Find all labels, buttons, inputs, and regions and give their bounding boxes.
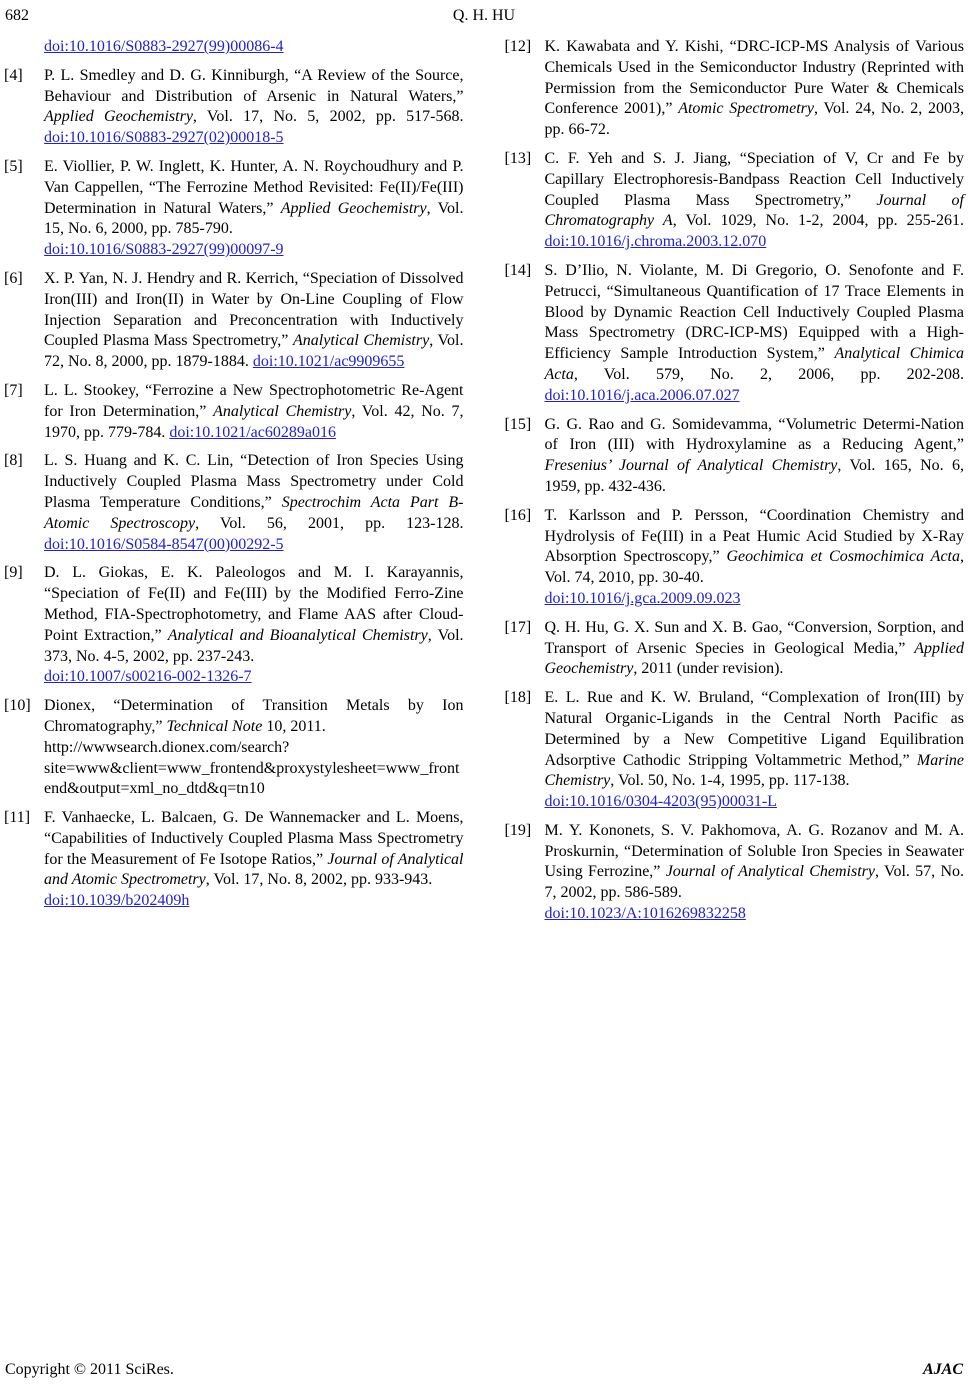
reference-text bbox=[545, 688, 965, 813]
reference-segment: M. Y. Kononets, S. V. Pakhomova, A. G. Rozanov and M. A. Proskurnin, “Determination of Soluble Iron Species in Seawater Using Ferrozine,” bbox=[544, 821, 964, 881]
journal-title: Marine Chemistry bbox=[544, 751, 964, 790]
page-footer bbox=[5, 1360, 963, 1381]
reference-number: [9] bbox=[4, 564, 23, 582]
reference-item bbox=[4, 66, 464, 149]
reference-text bbox=[545, 149, 965, 253]
reference-number: [14] bbox=[504, 261, 532, 279]
journal-title: Technical Note bbox=[166, 717, 263, 735]
reference-segment: P. L. Smedley and D. G. Kinniburgh, “A Review of the Source, Behaviour and Distribution of Arsenic in Natural Waters,” bbox=[44, 66, 464, 105]
journal-title: Applied Geochemistry bbox=[544, 639, 964, 678]
doi-link[interactable]: doi:10.1039/b202409h bbox=[44, 892, 190, 910]
reference-text bbox=[44, 696, 464, 800]
reference-item bbox=[505, 149, 965, 253]
reference-segment: T. Karlsson and P. Persson, “Coordination Chemistry and Hydrolysis of Fe(III) in a Peat Humic Acid Studied by X-Ray Absorption Spectroscopy,” bbox=[544, 506, 964, 566]
journal-abbreviation: AJAC bbox=[922, 1361, 963, 1379]
reference-segment: , Vol. 1029, No. 1-2, 2004, pp. 255-261. bbox=[672, 212, 964, 230]
journal-title: Analytical Chimica Acta bbox=[544, 345, 965, 383]
reference-item bbox=[4, 269, 464, 373]
reference-text bbox=[44, 269, 464, 373]
doi-link[interactable]: doi:10.1016/j.gca.2009.09.023 bbox=[544, 589, 741, 607]
reference-number: [10] bbox=[4, 697, 31, 715]
reference-number: [6] bbox=[4, 269, 23, 287]
references-column-right bbox=[505, 37, 965, 933]
reference-segment: , Vol. 17, No. 8, 2002, pp. 933-943. bbox=[205, 871, 433, 889]
reference-segment: G. G. Rao and G. Somidevamma, “Volumetric Determi-Nation of Iron (III) with Hydroxylamine as a Reducing Agent,” bbox=[544, 415, 964, 454]
doi-link[interactable]: doi:10.1016/S0883-2927(99)00097-9 bbox=[44, 241, 284, 259]
reference-text bbox=[44, 66, 464, 149]
reference-item bbox=[505, 688, 965, 813]
doi-link[interactable]: doi:10.1016/S0584-8547(00)00292-5 bbox=[44, 535, 284, 553]
reference-segment: C. F. Yeh and S. J. Jiang, “Speciation of V, Cr and Fe by Capillary Electrophoresis-Bandpass Reaction Cell Inductively Coupled Plasma Mass Spectrometry,” bbox=[544, 149, 964, 209]
reference-number: [18] bbox=[504, 689, 532, 707]
journal-title: Applied Geochemistry bbox=[280, 199, 427, 217]
reference-segment: L. S. Huang and K. C. Lin, “Detection of Iron Species Using Inductively Coupled Plasma Mass Spectrometry under Cold Plasma Temperature Conditions,” bbox=[44, 452, 464, 511]
reference-item bbox=[4, 451, 464, 555]
journal-title: Journal of Analytical and Atomic Spectrometry bbox=[44, 850, 464, 889]
reference-number: [5] bbox=[4, 157, 23, 175]
reference-segment: E. L. Rue and K. W. Bruland, “Complexation of Iron(III) by Natural Organic-Ligands in the Central North Pacific as Determined by a New Competitive Ligand Equilibration Adsorptive Cathodic Stripping Voltammetric Method,” bbox=[544, 689, 964, 769]
reference-segment: , Vol. 56, 2001, pp. 123-128. bbox=[195, 514, 464, 532]
reference-segment: , Vol. 24, No. 2, 2003, pp. 66-72. bbox=[544, 100, 964, 139]
reference-segment: 10, 2011. bbox=[262, 717, 326, 735]
reference-segment: Dionex, “Determination of Transition Metals by Ion Chromatography,” bbox=[44, 697, 464, 735]
reference-item bbox=[4, 563, 464, 688]
journal-title: Spectrochim Acta Part B-Atomic Spectroscopy bbox=[44, 493, 464, 532]
reference-segment: , Vol. 72, No. 8, 2000, pp. 1879-1884. bbox=[44, 332, 464, 371]
reference-number: [19] bbox=[504, 821, 532, 839]
reference-text bbox=[44, 37, 464, 58]
journal-title: Applied Geochemistry bbox=[44, 108, 193, 126]
reference-item bbox=[505, 821, 965, 925]
reference-segment: E. Viollier, P. W. Inglett, K. Hunter, A. N. Roychoudhury and P. Van Cappellen, “The Ferrozine Method Revisited: Fe(II)/Fe(III) Determination in Natural Waters,” bbox=[44, 157, 464, 217]
reference-segment: D. L. Giokas, E. K. Paleologos and M. I. Karayannis, “Speciation of Fe(II) and Fe(III) by the Modified Ferro-Zine Method, FIA-Spectrophotometry, and Flame AAS after Cloud-Point Extraction,” bbox=[44, 564, 464, 644]
reference-segment: , Vol. 373, No. 4-5, 2002, pp. 237-243. bbox=[44, 626, 464, 665]
running-title: Q. H. HU bbox=[452, 7, 516, 24]
reference-number: [15] bbox=[504, 415, 532, 433]
references-section bbox=[4, 37, 964, 933]
reference-number: [8] bbox=[4, 452, 23, 470]
doi-link[interactable]: doi:10.1023/A:1016269832258 bbox=[544, 905, 746, 923]
journal-title: Geochimica et Cosmochimica Acta bbox=[726, 548, 961, 566]
reference-item bbox=[4, 696, 464, 800]
reference-item bbox=[4, 157, 464, 261]
reference-segment: , Vol. 165, No. 6, 1959, pp. 432-436. bbox=[544, 457, 964, 495]
reference-segment: , Vol. 15, No. 6, 2000, pp. 785-790. bbox=[44, 199, 464, 238]
reference-url: http://wwwsearch.dionex.com/search?site=www&client=www_frontend&proxystylesheet=www_frontend&output=xml_no_dtd&q=tn10 bbox=[44, 738, 460, 798]
journal-title: Analytical Chemistry bbox=[293, 332, 430, 350]
journal-title: Analytical and Bioanalytical Chemistry bbox=[167, 626, 428, 644]
journal-title: Journal of Analytical Chemistry bbox=[665, 863, 875, 881]
reference-segment: F. Vanhaecke, L. Balcaen, G. De Wannemacker and L. Moens, “Capabilities of Inductively Coupled Plasma Mass Spectrometry for the Measurement of Fe Isotope Ratios,” bbox=[44, 809, 464, 868]
reference-number: [7] bbox=[4, 381, 23, 399]
reference-text bbox=[44, 451, 464, 555]
doi-link[interactable]: doi:10.1016/j.chroma.2003.12.070 bbox=[544, 233, 767, 251]
reference-text bbox=[44, 381, 464, 443]
reference-segment: X. P. Yan, N. J. Hendry and R. Kerrich, “Speciation of Dissolved Iron(III) and Iron(II) in Water by On-Line Coupling of Flow Injection Separation and Preconcentration with Inductively Coupled Plasma Mass Spectrometry,” bbox=[44, 269, 464, 350]
reference-item bbox=[505, 618, 965, 680]
reference-number bbox=[4, 37, 44, 58]
reference-segment: , 2011 (under revision). bbox=[633, 660, 784, 678]
reference-segment: , Vol. 50, No. 1-4, 1995, pp. 117-138. bbox=[610, 772, 850, 790]
reference-segment: , Vol. 57, No. 7, 2002, pp. 586-589. bbox=[544, 863, 964, 902]
doi-link[interactable]: doi:10.1021/ac60289a016 bbox=[169, 423, 336, 441]
reference-item bbox=[505, 261, 965, 407]
reference-number: [11] bbox=[4, 809, 31, 827]
reference-item bbox=[4, 808, 464, 912]
doi-link[interactable]: doi:10.1016/0304-4203(95)00031-L bbox=[544, 793, 777, 811]
reference-text bbox=[44, 157, 464, 261]
doi-link[interactable]: doi:10.1021/ac9909655 bbox=[252, 353, 405, 371]
reference-segment: , Vol. 579, No. 2, 2006, pp. 202-208. bbox=[573, 365, 964, 383]
journal-title: Journal of Chromatography A bbox=[544, 191, 964, 230]
reference-item bbox=[505, 506, 965, 610]
reference-text bbox=[545, 415, 965, 498]
reference-text bbox=[545, 37, 965, 141]
doi-link[interactable]: doi:10.1016/S0883-2927(02)00018-5 bbox=[44, 129, 284, 147]
reference-segment: L. L. Stookey, “Ferrozine a New Spectrophotometric Re-Agent for Iron Determination,” bbox=[44, 381, 464, 420]
reference-segment: , Vol. 42, No. 7, 1970, pp. 779-784. bbox=[44, 402, 464, 441]
reference-text bbox=[545, 821, 965, 925]
page-number: 682 bbox=[5, 7, 29, 24]
reference-number: [13] bbox=[504, 149, 532, 167]
reference-number: [12] bbox=[504, 38, 532, 55]
reference-text bbox=[44, 563, 464, 688]
reference-text bbox=[545, 618, 965, 680]
reference-text bbox=[545, 506, 965, 610]
reference-segment: K. Kawabata and Y. Kishi, “DRC-ICP-MS Analysis of Various Chemicals Used in the Semiconductor Industry (Reprinted with Permission from the Semiconductor Pure Water & Chemicals Conference 2001),” bbox=[544, 38, 964, 118]
reference-number: [4] bbox=[4, 66, 23, 84]
reference-number: [17] bbox=[504, 618, 532, 636]
reference-item bbox=[4, 381, 464, 443]
references-column-left bbox=[4, 37, 464, 933]
doi-link[interactable]: doi:10.1016/S0883-2927(99)00086-4 bbox=[44, 38, 284, 55]
reference-text bbox=[545, 261, 965, 407]
journal-title: Atomic Spectrometry bbox=[678, 100, 814, 118]
reference-item bbox=[505, 415, 965, 498]
reference-segment: Q. H. Hu, G. X. Sun and X. B. Gao, “Conversion, Sorption, and Transport of Arsenic Species in Geological Media,” bbox=[544, 618, 964, 657]
journal-title: Fresenius’ Journal of Analytical Chemistry bbox=[544, 457, 838, 475]
reference-text bbox=[44, 808, 464, 912]
page-header bbox=[5, 6, 963, 27]
doi-link[interactable]: doi:10.1016/j.aca.2006.07.027 bbox=[544, 386, 740, 404]
journal-title: Analytical Chemistry bbox=[213, 402, 352, 420]
reference-segment: S. D’Ilio, N. Violante, M. Di Gregorio, O. Senofonte and F. Petrucci, “Simultaneous Quantification of 17 Trace Elements in Blood by Dynamic Reaction Cell Inductively Coupled Plasma Mass Spectrometry (DRC-ICP-MS) Equipped with a High-Efficiency Sample Introduction System,” bbox=[544, 261, 964, 363]
reference-item bbox=[505, 37, 965, 141]
doi-link[interactable]: doi:10.1007/s00216-002-1326-7 bbox=[44, 668, 252, 686]
reference-segment: , Vol. 74, 2010, pp. 30-40. bbox=[544, 548, 965, 587]
reference-item bbox=[4, 37, 464, 58]
reference-segment: , Vol. 17, No. 5, 2002, pp. 517-568. bbox=[192, 108, 464, 126]
copyright-notice: Copyright © 2011 SciRes. bbox=[5, 1361, 174, 1379]
reference-number: [16] bbox=[504, 506, 532, 524]
